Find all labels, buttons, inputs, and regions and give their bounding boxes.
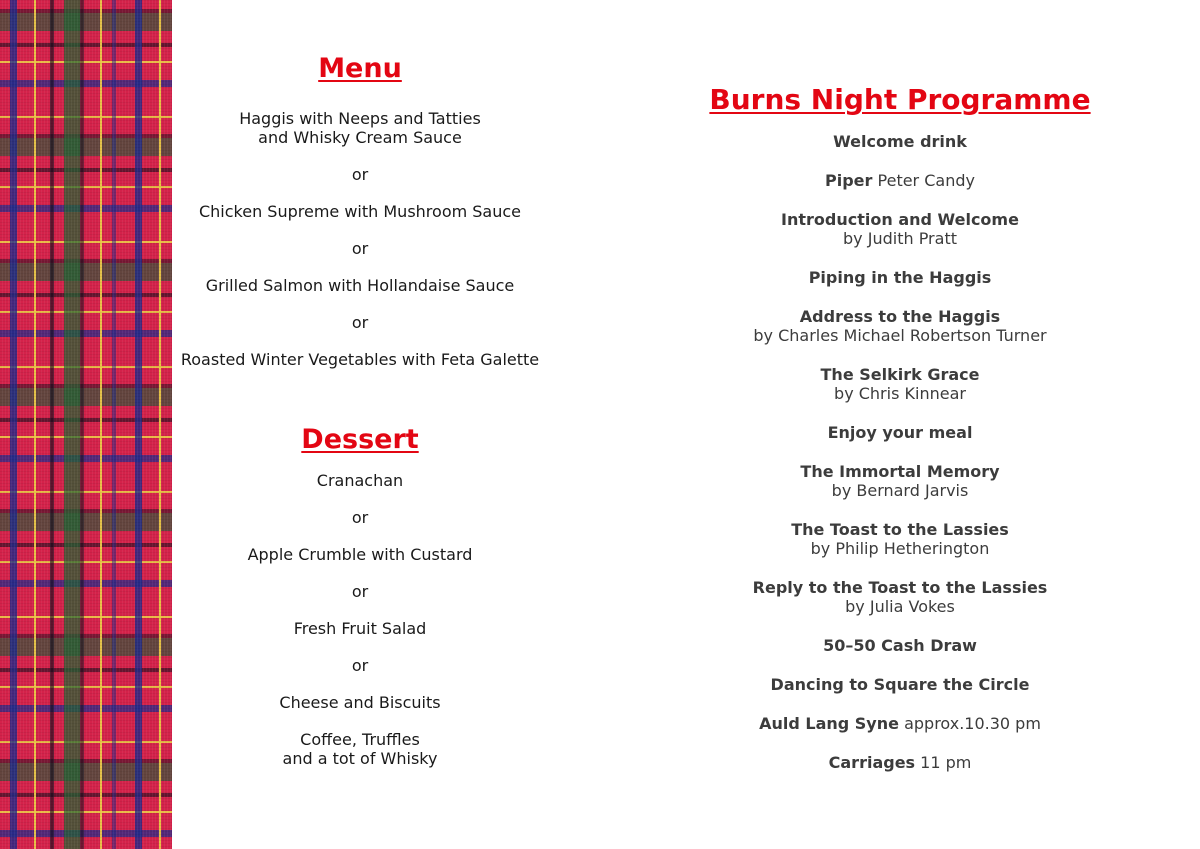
programme-item-title: Piper (825, 171, 873, 190)
programme-list (700, 132, 1100, 772)
programme-item (700, 520, 1100, 558)
programme-item-by: by Bernard Jarvis (831, 481, 969, 500)
programme-item-detail: 11 pm (920, 753, 972, 772)
programme-item-by: by Chris Kinnear (834, 384, 966, 403)
menu-list (180, 109, 540, 369)
programme-item (700, 675, 1100, 694)
menu-item-line: and Whisky Cream Sauce (258, 128, 462, 147)
menu-or: or (351, 239, 369, 258)
programme-item-title: The Selkirk Grace (820, 365, 980, 384)
dessert-item (180, 730, 540, 768)
menu-item-line: Haggis with Neeps and Tatties (239, 109, 481, 128)
dessert-item-line: and a tot of Whisky (282, 749, 438, 768)
programme-heading: Burns Night Programme (709, 83, 1091, 116)
dessert-or: or (351, 508, 369, 527)
programme-item-title: 50–50 Cash Draw (823, 636, 977, 655)
programme-item (700, 578, 1100, 616)
programme-item-title: Auld Lang Syne (759, 714, 899, 733)
programme-item (700, 365, 1100, 403)
programme-item-by: by Philip Hetherington (810, 539, 990, 558)
menu-item (180, 109, 540, 147)
programme-item (700, 268, 1100, 287)
dessert-list (180, 471, 540, 768)
programme-item-title: Piping in the Haggis (808, 268, 992, 287)
menu-item: Roasted Winter Vegetables with Feta Galette (180, 350, 540, 369)
menu-heading: Menu (318, 53, 402, 84)
programme-item (700, 636, 1100, 655)
dessert-heading: Dessert (301, 424, 419, 455)
programme-item (700, 307, 1100, 345)
programme-item-title: Address to the Haggis (799, 307, 1001, 326)
programme-item-detail: Peter Candy (877, 171, 975, 190)
programme-item-title: Introduction and Welcome (781, 210, 1019, 229)
dessert-or: or (351, 656, 369, 675)
programme-item (700, 423, 1100, 442)
menu-item: Grilled Salmon with Hollandaise Sauce (205, 276, 515, 295)
programme-item (700, 132, 1100, 151)
programme-item-title: Welcome drink (833, 132, 967, 151)
programme-item-by: by Judith Pratt (843, 229, 957, 248)
programme-item-title: The Immortal Memory (800, 462, 1000, 481)
programme-item (700, 714, 1100, 733)
programme-item-title: Enjoy your meal (827, 423, 973, 442)
programme-item-title: Reply to the Toast to the Lassies (752, 578, 1048, 597)
programme-item (700, 171, 1100, 190)
programme-item (700, 462, 1100, 500)
dessert-item: Cheese and Biscuits (279, 693, 441, 712)
dessert-item: Apple Crumble with Custard (247, 545, 473, 564)
dessert-item-line: Coffee, Truffles (300, 730, 420, 749)
programme-item-title: Dancing to Square the Circle (770, 675, 1030, 694)
programme-item-by: by Charles Michael Robertson Turner (753, 326, 1047, 345)
menu-column (180, 54, 540, 786)
programme-item (700, 753, 1100, 772)
menu-or: or (351, 313, 369, 332)
programme-item (700, 210, 1100, 248)
menu-item: Chicken Supreme with Mushroom Sauce (198, 202, 522, 221)
programme-item-by: by Julia Vokes (845, 597, 955, 616)
programme-item-detail: approx.10.30 pm (904, 714, 1041, 733)
dessert-or: or (351, 582, 369, 601)
programme-item-title: The Toast to the Lassies (791, 520, 1009, 539)
menu-or: or (351, 165, 369, 184)
dessert-item: Fresh Fruit Salad (293, 619, 427, 638)
dessert-item: Cranachan (316, 471, 404, 490)
tartan-border (0, 0, 172, 849)
programme-item-title: Carriages (828, 753, 916, 772)
programme-column (700, 84, 1100, 792)
